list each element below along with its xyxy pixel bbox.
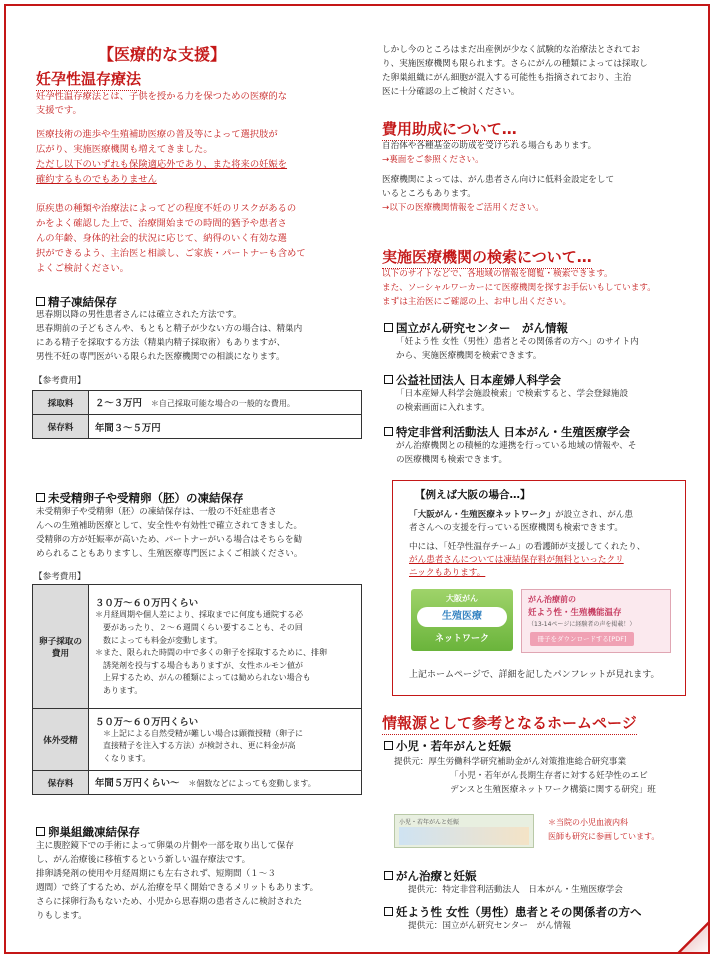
sperm-heading: 精子凍結保存 <box>36 294 117 310</box>
subsidy-line-2a: 医療機関によっては、がん患者さん向けに低料金設定をして <box>382 175 615 185</box>
ovary-line-2: し、がん治療後に移植するという新しい温存療法です。 <box>36 855 251 865</box>
advances-line-3: ただし以下のいずれも保険適応外であり、また将来の妊娠を <box>36 159 288 170</box>
sperm-storage-label: 保存料 <box>33 415 89 439</box>
osaka-p2-line-1: 中には、「妊孕性温存チーム」の看護師が支援してくれたり、 <box>409 542 646 552</box>
download-pdf-button[interactable]: 冊子をダウンロードする[PDF] <box>530 632 634 646</box>
subsidy-heading: 費用助成について… <box>382 118 517 141</box>
checkbox-icon <box>384 907 393 916</box>
right-column <box>382 6 694 952</box>
search-item-2-title: 公益社団法人 日本産婦人科学会 <box>384 372 561 388</box>
advice-line-5: よくご検討ください。 <box>36 263 129 274</box>
info-item-3-line: 提供元：国立がん研究センター がん情報 <box>408 921 571 931</box>
egg-line-3: 受精卵の方が妊娠率が高いため、パートナーがいる場合はそちらを勧 <box>36 535 303 545</box>
info-item-1-line-2: 「小児・若年がん長期生存者に対する妊孕性のエビ <box>450 771 648 781</box>
checkbox-icon <box>36 827 45 836</box>
osaka-panel <box>392 480 686 696</box>
checkbox-icon <box>384 323 393 332</box>
osaka-title: 【例えば大阪の場合…】 <box>415 489 531 501</box>
search-item-1-line-1: 「妊よう性 女性（男性）患者とその関係者の方へ」のサイト内 <box>396 337 639 347</box>
osaka-caption: 上記ホームページで、詳細を記したパンフレットが見れます。 <box>409 670 660 680</box>
info-item-2-title: がん治療と妊娠 <box>384 868 477 884</box>
search-intro-2: また、ソーシャルワーカーにて医療機関を探すお手伝いもしています。 <box>382 283 656 293</box>
sperm-line-3: にある精子を採取する方法（精巣内精子採取術）もありますが、 <box>36 338 286 348</box>
sperm-line-1: 思春期以降の男性患者さんには確立された方法です。 <box>36 310 242 320</box>
search-item-2-line-2: の検索画面に入れます。 <box>396 403 490 413</box>
table-row <box>33 709 362 771</box>
egg-line-2: んへの生殖補助医療として、安全性や有効性で確立されてきました。 <box>36 521 303 531</box>
fertility-heading: 妊孕性温存療法 <box>36 68 141 91</box>
osaka-p1-line-1: 「大阪がん・生殖医療ネットワーク」が設立され、がん患 <box>409 510 633 520</box>
search-heading: 実施医療機関の検索について… <box>382 246 592 269</box>
egg-retrieval-value: ３０万～６０万円くらい ＊月経周期や個人差により、採取までに何度も通院する必 要があったり、２～６週間くらい要することも、その回 数によっても料金が変動します。 ＊また、限られた時間の中で多くの卵子を採取するために、排卵 誘発剤を投与する場合もありますが、女性ホルモン値が 上昇するため、がんの種類によっては勧められない場合も あります。 <box>89 585 362 709</box>
checkbox-icon <box>384 375 393 384</box>
advances-line-2: 広がり、実施医療機関も増えてきました。 <box>36 144 213 155</box>
subsidy-line-2b: いるところもあります。 <box>382 189 476 199</box>
egg-heading: 未受精卵子や受精卵（胚）の凍結保存 <box>36 490 244 506</box>
ivf-value: ５０万～６０万円くらい ＊上記による自然受精が難しい場合は顕微授精（卵子に 直接精子を注入する方法）が検討され、更に料金が高 くなります。 <box>89 709 362 771</box>
sperm-storage-value: 年間３～５万円 <box>89 415 362 439</box>
search-intro-1: 以下のサイトなどで、各地域の情報を閲覧・検索できます。 <box>382 269 613 279</box>
ovary-line-1: 主に腹腔鏡下での手術によって卵巣の片側や一部を取り出して保存 <box>36 841 294 851</box>
advances-line-4: 確約するものでもありません <box>36 174 157 185</box>
advice-line-3: んの年齢、身体的社会的状況に応じて、納得のいく有効な選 <box>36 233 287 244</box>
info-heading: 情報源として参考となるホームページ <box>382 712 637 735</box>
osaka-pamphlet-banner[interactable]: がん治療前の 妊よう性・生殖機能温存 （13-14ページに経験者の声を掲載！） 冊子をダウンロードする[PDF] <box>521 589 671 653</box>
egg-cost-label: 【参考費用】 <box>34 572 86 582</box>
osaka-p2-line-3: ニックもあります。 <box>409 568 486 578</box>
info-item-1-title: 小児・若年がんと妊娠 <box>384 738 511 754</box>
checkbox-icon <box>36 493 45 502</box>
info-item-1-line-1: 提供元：厚生労働科学研究補助金がん対策推進総合研究事業 <box>394 757 627 767</box>
info-item-3-title: 妊よう性 女性（男性）患者とその関係者の方へ <box>384 904 642 920</box>
egg-line-1: 未受精卵子や受精卵（胚）の凍結保存は、一般の不妊症患者さ <box>36 507 277 517</box>
osaka-network-banner[interactable]: 大阪がん 生殖医療 ネットワーク <box>411 589 513 651</box>
sperm-cost-table <box>32 390 362 439</box>
table-row <box>33 391 362 415</box>
osaka-p1-line-2: 者さんへの支援を行っている医療機関も検索できます。 <box>409 523 623 533</box>
info-note-line-2: 医師も研究に参画しています。 <box>548 832 660 841</box>
egg-storage-value: 年間５万円くらい～ ＊個数などによっても変動します。 <box>89 771 362 795</box>
subsidy-link-1[interactable]: →裏面をご参照ください。 <box>382 155 484 165</box>
section-title: 【医療的な支援】 <box>98 45 227 64</box>
sperm-retrieval-label: 採取料 <box>33 391 89 415</box>
advice-line-1: 原疾患の種類や治療法によってどの程度不妊のリスクがあるの <box>36 203 297 214</box>
ivf-label: 体外受精 <box>33 709 89 771</box>
search-item-2-line-1: 「日本産婦人科学会施設検索」で検索すると、学会登録施設 <box>396 389 629 399</box>
checkbox-icon <box>384 741 393 750</box>
egg-retrieval-label: 卵子採取の費用 <box>33 585 89 709</box>
ovary-line-4: 週間）で終了するため、がん治療を早く開始できるメリットもあります。 <box>36 883 319 893</box>
checkbox-icon <box>36 297 45 306</box>
checkbox-icon <box>384 427 393 436</box>
osaka-p2-line-2: がん患者さんについては凍結保存料が無料といったクリ <box>409 555 624 565</box>
egg-cost-table <box>32 584 362 795</box>
table-row <box>33 585 362 709</box>
subsidy-link-2[interactable]: →以下の医療機関情報をご活用ください。 <box>382 203 544 213</box>
egg-storage-label: 保存料 <box>33 771 89 795</box>
info-note-line-1: ＊当院の小児血液内科 <box>548 818 628 827</box>
ovary-heading: 卵巣組織凍結保存 <box>36 824 140 840</box>
sperm-line-4: 男性不妊の専門医がいる限られた医療機関での相談になります。 <box>36 352 285 362</box>
left-column <box>32 6 362 952</box>
advice-line-4: 択ができるよう、主治医と相談し、ご家族・パートナーも含めて <box>36 248 306 259</box>
fertility-line-2: 支援です。 <box>36 105 82 116</box>
flyer-page <box>4 4 710 954</box>
advances-line-1: 医療技術の進歩や生殖補助医療の普及等によって選択肢が <box>36 129 278 140</box>
table-row <box>33 771 362 795</box>
ovary-cont-line-3: た卵巣組織にがん細胞が混入する可能性も指摘されており、主治 <box>382 73 632 83</box>
ovary-cont-line-1: しかし今のところはまだ出産例が少なく試験的な治療法とされてお <box>382 45 640 55</box>
sperm-line-2: 思春期前の子どもさんや、もともと精子が少ない方の場合は、精巣内 <box>36 324 303 334</box>
info-item-1-line-3: デンスと生殖医療ネットワーク構築に関する研究」班 <box>450 785 656 795</box>
search-intro-3: まずは主治医にご確認の上、お申し出ください。 <box>382 297 572 307</box>
ovary-cont-line-2: り、実施医療機関も限られます。さらにがんの種類によっては採取し <box>382 59 648 69</box>
sperm-retrieval-value: ２～３万円 ＊自己採取可能な場合の一般的な費用。 <box>89 391 362 415</box>
search-item-1-line-2: から、実施医療機関を検索できます。 <box>396 351 542 361</box>
subsidy-line-1: 自治体や各種基金の助成を受けられる場合もあります。 <box>382 141 597 151</box>
fertility-line-1: 妊孕性温存療法とは、子供を授かる力を保つための医療的な <box>36 91 288 102</box>
sperm-cost-label: 【参考費用】 <box>34 376 86 386</box>
search-item-3-title: 特定非営利活動法人 日本がん・生殖医療学会 <box>384 424 630 440</box>
pediatric-cancer-banner[interactable]: 小児・若年がんと妊娠 <box>394 814 534 848</box>
ovary-line-5: さらに採卵行為もないため、小児から思春期の患者さんに検討された <box>36 897 303 907</box>
search-item-3-line-2: の医療機関も検索できます。 <box>396 455 508 465</box>
info-item-2-line: 提供元：特定非営利活動法人 日本がん・生殖医療学会 <box>408 885 623 895</box>
search-item-3-line-1: がん治療機関との積極的な連携を行っている地域の情報や、そ <box>396 441 637 451</box>
table-row <box>33 415 362 439</box>
ovary-line-3: 排卵誘発剤の使用や月経周期にも左右されず、短期間（１～３ <box>36 869 276 879</box>
search-item-1-title: 国立がん研究センター がん情報 <box>384 320 568 336</box>
advice-line-2: かをよく確認した上で、治療開始までの時間的猶予や患者さ <box>36 218 287 229</box>
ovary-cont-line-4: 医に十分確認の上ご検討ください。 <box>382 87 520 97</box>
ovary-line-6: りもします。 <box>36 911 87 921</box>
egg-line-4: められることもありますし、生殖医療専門医によくご相談ください。 <box>36 549 303 559</box>
checkbox-icon <box>384 871 393 880</box>
